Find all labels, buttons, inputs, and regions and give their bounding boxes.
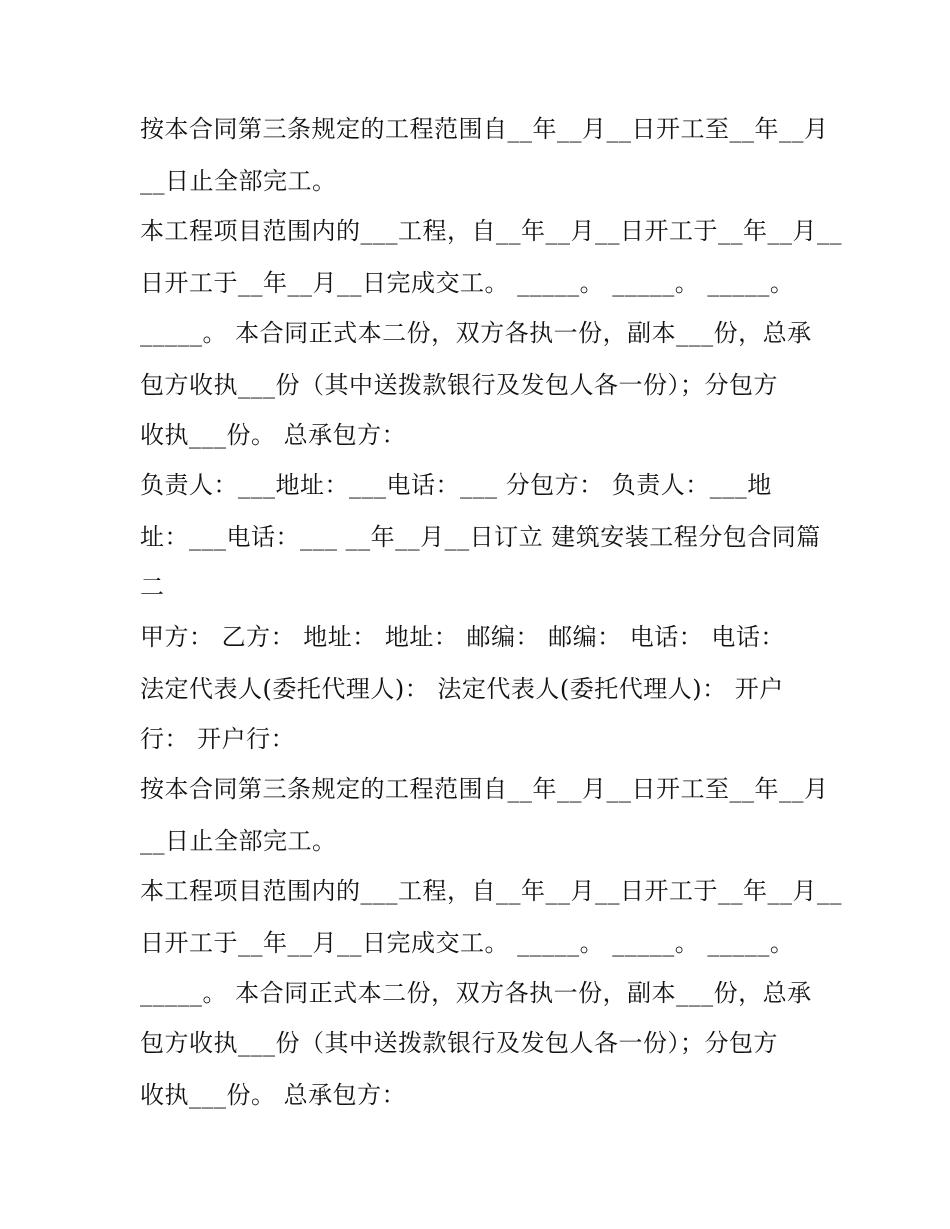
text-line: 本工程项目范围内的___工程，自__年__月__日开工于__年__月__ [140,877,842,905]
text-line: 址：___电话：___ __年__月__日订立 建筑安装工程分包合同篇 [140,523,821,551]
text-line: _____。 本合同正式本二份，双方各执一份，副本___份，总承 [140,319,812,347]
text-line: 行： 开户行： [140,725,296,753]
text-line: 收执___份。 总承包方： [140,421,407,449]
text-line: __日止全部完工。 [140,167,337,195]
text-line: 日开工于__年__月__日完成交工。 _____。 _____。 _____。 [140,929,795,957]
text-line: __日止全部完工。 [140,827,337,855]
text-line: 包方收执___份（其中送拨款银行及发包人各一份）；分包方 [140,1029,778,1057]
text-line: 甲方： 乙方： 地址： 地址： 邮编： 邮编： 电话： 电话： [140,623,785,651]
text-line: 日开工于__年__月__日完成交工。 _____。 _____。 _____。 [140,269,795,297]
text-line: 本工程项目范围内的___工程，自__年__月__日开工于__年__月__ [140,217,842,245]
text-line: 按本合同第三条规定的工程范围自__年__月__日开工至__年__月 [140,115,829,143]
text-line: 二 [140,573,165,601]
text-line: 按本合同第三条规定的工程范围自__年__月__日开工至__年__月 [140,775,829,803]
text-line: 法定代表人(委托代理人)： 法定代表人(委托代理人)： 开户 [140,675,784,703]
text-line: _____。 本合同正式本二份，双方各执一份，副本___份，总承 [140,979,812,1007]
text-line: 收执___份。 总承包方： [140,1081,407,1109]
text-line: 负责人：___地址：___电话：___ 分包方： 负责人：___地 [140,471,772,499]
text-line: 包方收执___份（其中送拨款银行及发包人各一份）；分包方 [140,371,778,399]
